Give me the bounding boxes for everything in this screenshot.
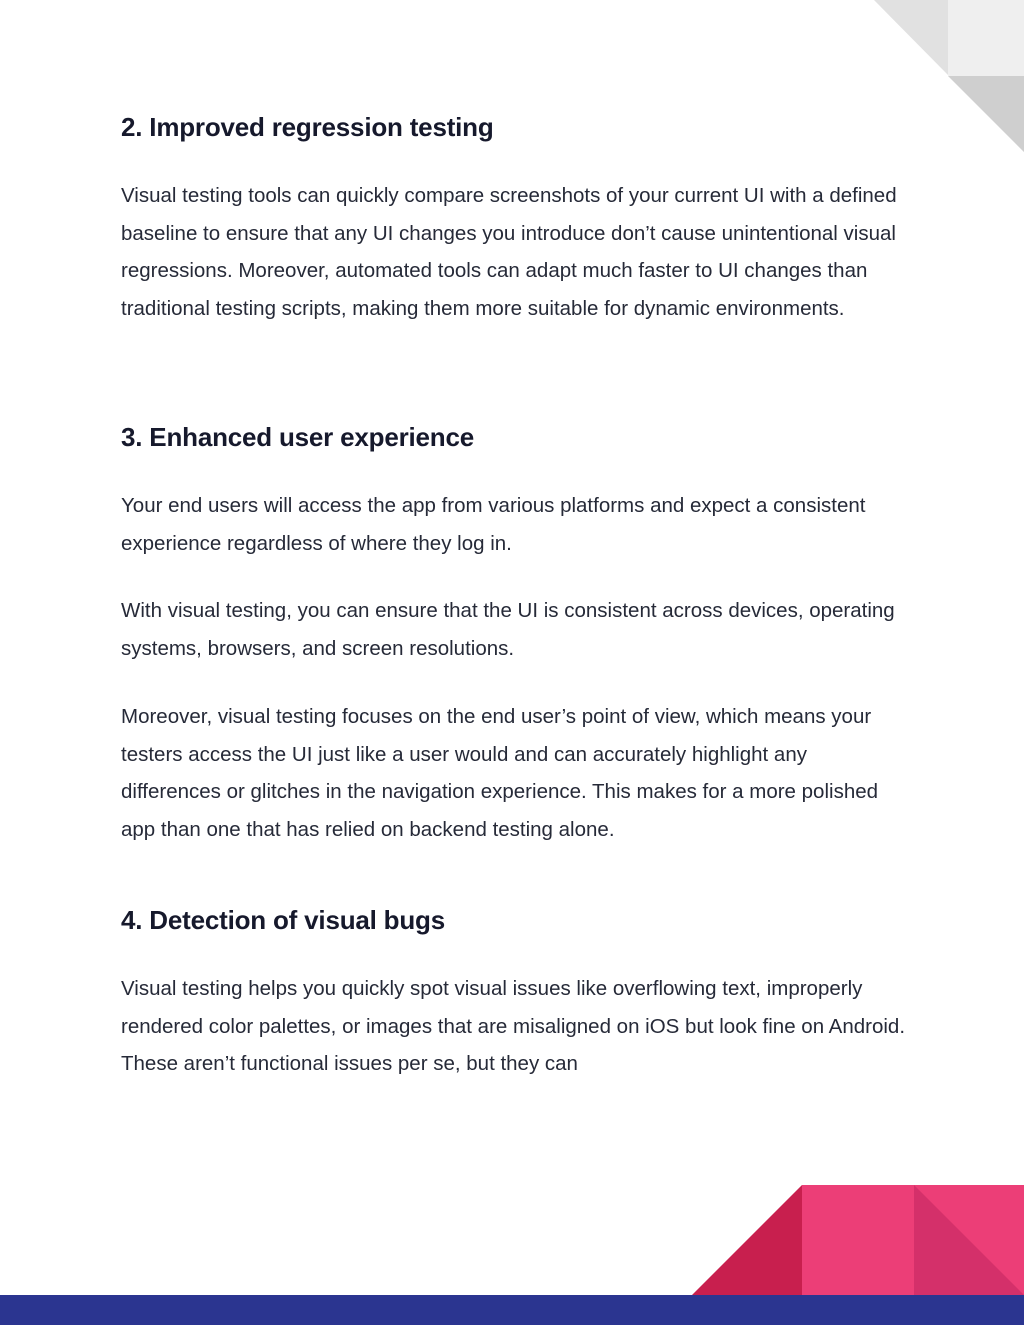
corner-shape-lighter (948, 0, 1024, 76)
corner-shape-mid (948, 76, 1024, 152)
corner-decoration-bottom-right (690, 1185, 1024, 1295)
section-heading-regression-testing: 2. Improved regression testing (121, 112, 494, 142)
footer-bar (0, 1295, 1024, 1325)
section-paragraph: Visual testing tools can quickly compare screenshots of your current UI with a defined baseline to ensure that any UI changes you introduce don’t cause unintentional visual regressions. Moreover, automated tools can adapt much faster to UI changes than traditional testing scripts, making them more suitable for dynamic environments. (121, 184, 897, 320)
corner-decoration-top-right (870, 0, 1024, 152)
section-paragraph: Visual testing helps you quickly spot visual issues like overflowing text, improperly rendered color palettes, or images that are misaligned on iOS but look fine on Android. These aren’t functional issues per se, but they can (121, 977, 906, 1075)
section-paragraph: Moreover, visual testing focuses on the end user’s point of view, which means your testers access the UI just like a user would and can accurately highlight any differences or glitches in the navigation experience. This makes for a more polished app than one that has relied on backend testing alone. (121, 705, 879, 841)
crimson-triangle (692, 1185, 802, 1295)
section-heading-user-experience: 3. Enhanced user experience (121, 422, 474, 452)
section-paragraph: Your end users will access the app from various platforms and expect a consistent experience regardless of where they log in. (121, 494, 866, 555)
section-paragraph: With visual testing, you can ensure that the UI is consistent across devices, operating systems, browsers, and screen resolutions. (121, 599, 895, 660)
section-heading-visual-bugs: 4. Detection of visual bugs (121, 905, 445, 935)
